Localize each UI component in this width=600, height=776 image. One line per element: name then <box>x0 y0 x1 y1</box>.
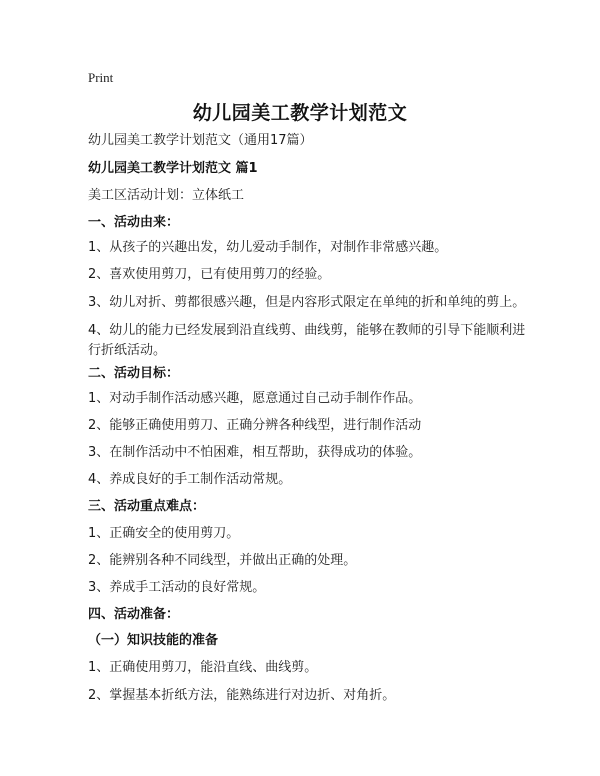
list-item: 2、能够正确使用剪刀、正确分辨各种线型，进行制作活动 <box>88 418 422 433</box>
list-item: 1、从孩子的兴趣出发，幼儿爱动手制作，对制作非常感兴趣。 <box>88 240 448 255</box>
list-item: 2、喜欢使用剪刀，已有使用剪刀的经验。 <box>88 267 331 282</box>
list-item: 3、在制作活动中不怕困难，相互帮助，获得成功的体验。 <box>88 445 422 460</box>
section-heading: 幼儿园美工教学计划范文 篇1 <box>88 161 258 176</box>
intro-text: 美工区活动计划：立体纸工 <box>88 188 245 203</box>
document-subtitle: 幼儿园美工教学计划范文（通用17篇） <box>88 133 313 148</box>
preparation-sub-heading: （一）知识技能的准备 <box>88 633 219 648</box>
list-item: 1、正确使用剪刀，能沿直线、曲线剪。 <box>88 660 318 675</box>
list-item: 4、幼儿的能力已经发展到沿直线剪、曲线剪，能够在教师的引导下能顺利进行折纸活动。 <box>88 323 526 358</box>
key-points-heading: 三、活动重点难点： <box>88 499 206 514</box>
goals-heading: 二、活动目标： <box>88 366 180 381</box>
print-link[interactable]: Print <box>88 70 114 85</box>
list-item: 4、养成良好的手工制作活动常规。 <box>88 472 292 487</box>
list-item: 3、养成手工活动的良好常规。 <box>88 580 266 595</box>
list-item: 1、对动手制作活动感兴趣，愿意通过自己动手制作作品。 <box>88 391 422 406</box>
origin-heading: 一、活动由来： <box>88 215 180 230</box>
list-item: 2、能辨别各种不同线型，并做出正确的处理。 <box>88 553 357 568</box>
preparation-heading: 四、活动准备： <box>88 607 180 622</box>
list-item: 1、正确安全的使用剪刀。 <box>88 526 240 541</box>
list-item: 2、掌握基本折纸方法，能熟练进行对边折、对角折。 <box>88 688 396 703</box>
document-title: 幼儿园美工教学计划范文 <box>192 102 408 124</box>
list-item: 3、幼儿对折、剪都很感兴趣，但是内容形式限定在单纯的折和单纯的剪上。 <box>88 295 526 310</box>
